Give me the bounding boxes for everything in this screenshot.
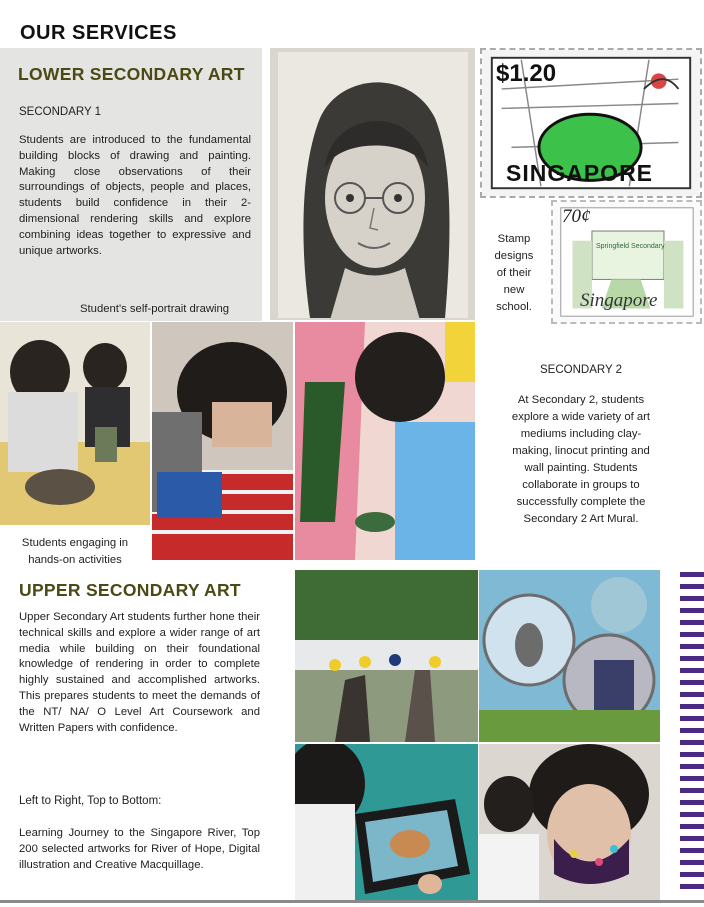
creative-macquillage-photo — [479, 744, 660, 900]
digital-illustration-photo — [295, 744, 478, 900]
decorative-stripe — [680, 692, 704, 697]
secondary-2-line: At Secondary 2, students — [517, 394, 645, 406]
secondary-2-line: explore a wide variety of art — [511, 411, 651, 423]
decorative-stripe — [680, 836, 704, 841]
decorative-stripe — [680, 740, 704, 745]
upper-secondary-text: Upper Secondary Art students further hone their technical skills and explore a wider range of art media while building on their foundational knowledge of rendering in order to complete highly sustained and accomplished artworks. This prepares students to meet the demands of the NT/ NA/ O Level Art Coursework and Written Papers with confidence. — [19, 611, 260, 734]
river-of-hope-artwork — [479, 570, 660, 742]
portrait-caption: Student's self-portrait drawing — [80, 303, 230, 315]
self-portrait-image — [270, 48, 475, 320]
stamp-caption-line: Stamp — [497, 233, 531, 245]
secondary-1-label: SECONDARY 1 — [19, 106, 102, 118]
handson-caption — [0, 535, 150, 569]
stamp-caption — [486, 231, 542, 316]
decorative-stripe — [680, 656, 704, 661]
secondary-2-text — [486, 392, 676, 528]
secondary-2-line: making, linocut printing and — [512, 445, 650, 457]
decorative-stripe — [680, 884, 704, 889]
stamp-caption-line: new — [503, 284, 525, 296]
secondary-2-line: wall painting. Students — [524, 462, 638, 474]
stamp-caption-line: school. — [496, 301, 532, 313]
clay-activity-photo — [0, 322, 150, 525]
secondary-2-line: mediums including clay- — [520, 428, 642, 440]
photo-order-note: Left to Right, Top to Bottom: — [19, 795, 162, 807]
decorative-stripe — [680, 776, 704, 781]
secondary-2-line: collaborate in groups to — [522, 479, 640, 491]
linocut-activity-photo — [152, 322, 293, 560]
footer-divider — [0, 900, 704, 903]
decorative-stripe — [680, 764, 704, 769]
secondary-2-line: successfully complete the — [516, 496, 646, 508]
photo-list: Learning Journey to the Singapore River, Top 200 selected artworks for River of Hope, Digital illustration and Creative Macquillage. — [19, 827, 260, 871]
decorative-stripe — [680, 800, 704, 805]
river-journey-photo — [295, 570, 478, 742]
decorative-stripe — [680, 812, 704, 817]
decorative-stripe — [680, 572, 704, 577]
handson-caption-line: hands-on activities — [28, 554, 122, 566]
stamp-1-price: $1.20 — [496, 60, 557, 87]
wall-painting-photo — [295, 322, 475, 560]
stamp-caption-line: of their — [496, 267, 532, 279]
decorative-stripe — [680, 872, 704, 877]
decorative-stripe — [680, 824, 704, 829]
upper-secondary-heading: UPPER SECONDARY ART — [19, 580, 241, 600]
decorative-stripe — [680, 596, 704, 601]
decorative-stripe — [680, 632, 704, 637]
decorative-stripe — [680, 644, 704, 649]
handson-caption-line: Students engaging in — [21, 537, 129, 549]
decorative-stripe — [680, 848, 704, 853]
decorative-stripe — [680, 584, 704, 589]
stamp-2-country: Singapore — [580, 290, 658, 311]
secondary-1-text: Students are introduced to the fundamental building blocks of drawing and painting. Making close observations of their surroundings of objects, people and places, students build confidence in their 2-dimensional rendering skills and explore combining ideas together to expressive and unique artworks. — [19, 134, 251, 257]
decorative-stripe — [680, 680, 704, 685]
secondary-2-line: Secondary 2 Art Mural. — [523, 513, 639, 525]
stamp-2-sign: Springfield Secondary — [596, 243, 665, 250]
page-title: OUR SERVICES — [20, 22, 177, 44]
decorative-stripe — [680, 668, 704, 673]
decorative-stripe — [680, 752, 704, 757]
stamp-1-country: SINGAPORE — [506, 160, 654, 186]
decorative-stripe — [680, 620, 704, 625]
decorative-stripe — [680, 704, 704, 709]
decorative-stripe — [680, 608, 704, 613]
decorative-stripe — [680, 716, 704, 721]
decorative-stripe — [680, 860, 704, 865]
decorative-stripe — [680, 728, 704, 733]
stamp-2-price: 70¢ — [562, 206, 591, 227]
decorative-stripe — [680, 788, 704, 793]
secondary-2-label: SECONDARY 2 — [540, 364, 623, 376]
stamp-caption-line: designs — [494, 250, 534, 262]
lower-secondary-heading: LOWER SECONDARY ART — [18, 64, 245, 84]
